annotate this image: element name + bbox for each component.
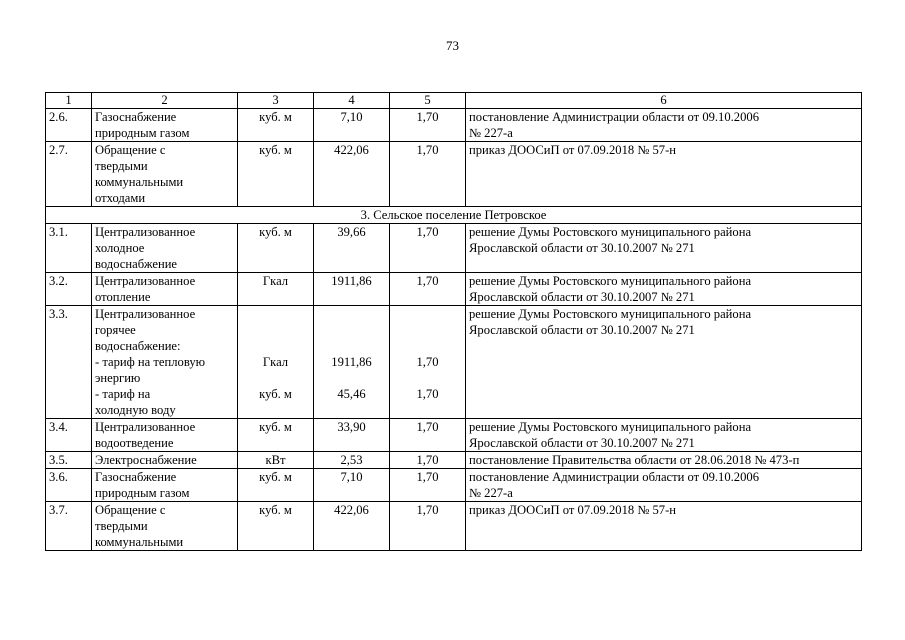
table-row bbox=[46, 224, 862, 273]
column-header: 1 bbox=[46, 93, 92, 109]
value-cell: 39,66 bbox=[314, 224, 390, 273]
table-row bbox=[46, 109, 862, 142]
legal-document: приказ ДООСиП от 07.09.2018 № 57-н bbox=[466, 142, 862, 207]
table-header-row bbox=[46, 93, 862, 109]
section-2-rows bbox=[46, 109, 862, 207]
value-heat: 1911,86 bbox=[331, 355, 372, 369]
column-header: 4 bbox=[314, 93, 390, 109]
coefficient-cell: 1,70 bbox=[390, 273, 466, 306]
row-number: 3.4. bbox=[46, 419, 92, 452]
service-name: Централизованное водоотведение bbox=[92, 419, 238, 452]
service-name: Обращение с твердыми коммунальными отходами bbox=[92, 142, 238, 207]
page-number: 73 bbox=[446, 38, 459, 53]
unit-cell: куб. м bbox=[238, 109, 314, 142]
unit-cell: куб. м bbox=[238, 142, 314, 207]
table-row bbox=[46, 469, 862, 502]
tariff-table bbox=[45, 92, 862, 551]
value-cell: 7,10 bbox=[314, 469, 390, 502]
legal-document: решение Думы Ростовского муниципального района Ярославской области от 30.10.2007 № 271 bbox=[466, 224, 862, 273]
coefficient-cell: 1,70 bbox=[390, 224, 466, 273]
value-cell: 1911,86 bbox=[314, 273, 390, 306]
legal-document: решение Думы Ростовского муниципального района Ярославской области от 30.10.2007 № 271 bbox=[466, 273, 862, 306]
service-name: Обращение с твердыми коммунальными bbox=[92, 502, 238, 551]
unit-cell: Гкал bbox=[238, 273, 314, 306]
table-row bbox=[46, 142, 862, 207]
unit-cell: куб. м bbox=[238, 419, 314, 452]
coefficient-cell: 1,70 bbox=[390, 142, 466, 207]
value-cell: 33,90 bbox=[314, 419, 390, 452]
row-number: 3.3. bbox=[46, 306, 92, 419]
coefficient-heat: 1,70 bbox=[416, 355, 439, 369]
coefficient-cell: 1,70 bbox=[390, 109, 466, 142]
legal-document: постановление Администрации области от 09.10.2006 № 227-а bbox=[466, 109, 862, 142]
legal-document: приказ ДООСиП от 07.09.2018 № 57-н bbox=[466, 502, 862, 551]
value-cell: 7,10 bbox=[314, 109, 390, 142]
table-row bbox=[46, 306, 862, 419]
service-name: Электроснабжение bbox=[92, 452, 238, 469]
unit-cell: куб. м bbox=[238, 469, 314, 502]
unit-cell: куб. м bbox=[238, 224, 314, 273]
section-3-rows-end bbox=[46, 419, 862, 551]
section-3-rows-start bbox=[46, 224, 862, 306]
coefficient-cell: 1,70 bbox=[390, 469, 466, 502]
value-cold: 45,46 bbox=[337, 387, 366, 401]
table-row bbox=[46, 273, 862, 306]
column-header: 2 bbox=[92, 93, 238, 109]
service-name: Газоснабжение природным газом bbox=[92, 109, 238, 142]
coefficient-cell bbox=[390, 306, 466, 419]
table-row bbox=[46, 502, 862, 551]
column-header: 5 bbox=[390, 93, 466, 109]
value-cell: 2,53 bbox=[314, 452, 390, 469]
unit-cell: куб. м bbox=[238, 502, 314, 551]
row-number: 3.6. bbox=[46, 469, 92, 502]
row-number: 3.2. bbox=[46, 273, 92, 306]
coefficient-cold: 1,70 bbox=[416, 387, 439, 401]
unit-heat: Гкал bbox=[262, 355, 289, 369]
value-cell: 422,06 bbox=[314, 142, 390, 207]
coefficient-cell: 1,70 bbox=[390, 502, 466, 551]
row-number: 3.5. bbox=[46, 452, 92, 469]
coefficient-cell: 1,70 bbox=[390, 419, 466, 452]
legal-document: постановление Администрации области от 09.10.2006 № 227-а bbox=[466, 469, 862, 502]
row-number: 3.7. bbox=[46, 502, 92, 551]
table-row bbox=[46, 452, 862, 469]
service-name: Газоснабжение природным газом bbox=[92, 469, 238, 502]
value-cell bbox=[314, 306, 390, 419]
unit-cold: куб. м bbox=[259, 387, 292, 401]
section-row bbox=[46, 207, 862, 224]
table-row bbox=[46, 419, 862, 452]
unit-cell bbox=[238, 306, 314, 419]
row-number: 3.1. bbox=[46, 224, 92, 273]
column-header: 3 bbox=[238, 93, 314, 109]
legal-document: постановление Правительства области от 28.06.2018 № 473-п bbox=[466, 452, 862, 469]
row-number: 2.6. bbox=[46, 109, 92, 142]
legal-document: решение Думы Ростовского муниципального района Ярославской области от 30.10.2007 № 271 bbox=[466, 419, 862, 452]
coefficient-cell: 1,70 bbox=[390, 452, 466, 469]
column-header: 6 bbox=[466, 93, 862, 109]
legal-document: решение Думы Ростовского муниципального района Ярославской области от 30.10.2007 № 271 bbox=[466, 306, 862, 419]
unit-cell: кВт bbox=[238, 452, 314, 469]
row-number: 2.7. bbox=[46, 142, 92, 207]
service-name: Централизованное холодное водоснабжение bbox=[92, 224, 238, 273]
service-name: Централизованное отопление bbox=[92, 273, 238, 306]
value-cell: 422,06 bbox=[314, 502, 390, 551]
service-name: Централизованное горячее водоснабжение: - тариф на тепловую энергию - тариф на холодную воду bbox=[92, 306, 238, 419]
section-title: 3. Сельское поселение Петровское bbox=[46, 207, 862, 224]
